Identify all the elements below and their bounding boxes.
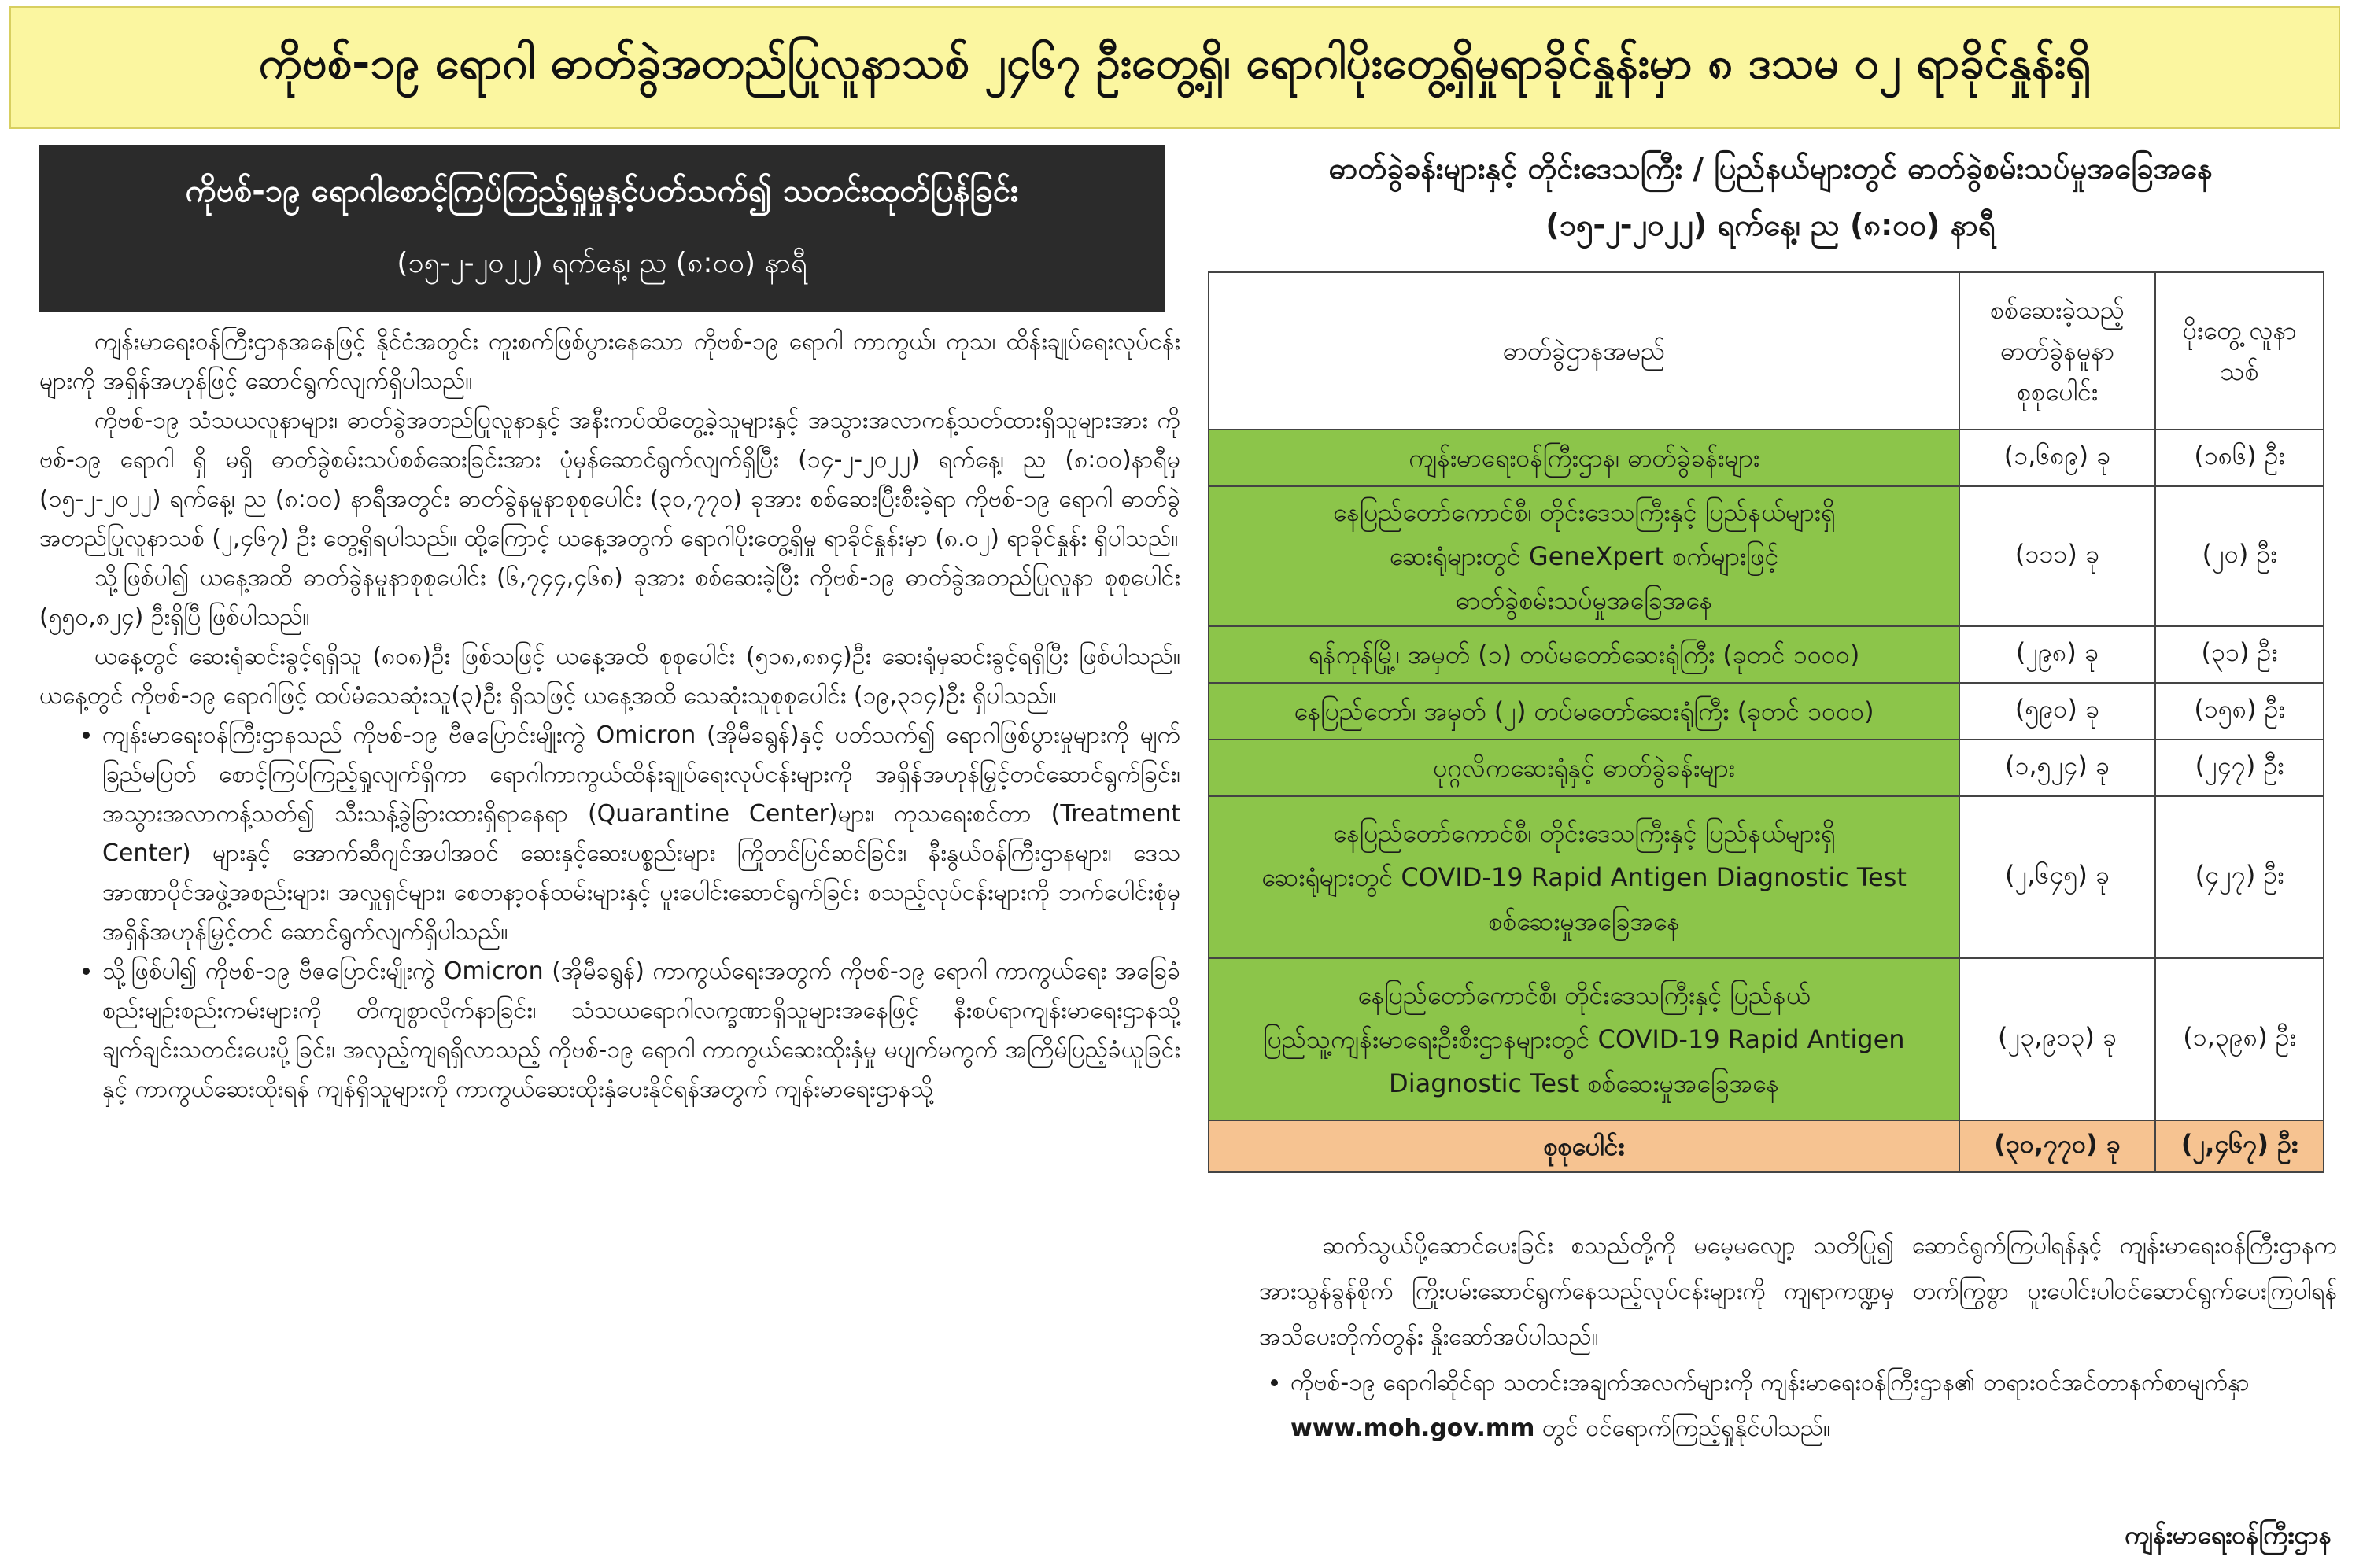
website-link[interactable]: www.moh.gov.mm <box>1290 1415 1535 1442</box>
column-header-lab-name: ဓာတ်ခွဲဌာနအမည် <box>1209 272 1959 430</box>
omicron-term: Omicron <box>443 957 544 985</box>
lab-name-line: ဆေးရုံများတွင် COVID-19 Rapid Antigen Diagnostic Test <box>1261 862 1907 892</box>
lab-name-cell <box>1209 430 1959 486</box>
bullet-item <box>102 952 1180 1109</box>
lab-name-line: စစ်ဆေးမှုအခြေအနေ <box>1488 906 1680 936</box>
lab-name-line: နေပြည်တော်ကောင်စီ၊ တိုင်းဒေသကြီးနှင့် ပြည်နယ်များရှိ <box>1332 497 1836 527</box>
lab-name-line: ဓာတ်ခွဲစမ်းသပ်မှုအခြေအနေ <box>1455 585 1713 615</box>
lab-name-cell <box>1209 683 1959 740</box>
lab-name-line: ဆေးရုံများတွင် GeneXpert စက်များဖြင့် <box>1389 541 1779 571</box>
lab-name-line: နေပြည်တော်ကောင်စီ၊ တိုင်းဒေသကြီးနှင့် ပြည်နယ် <box>1357 980 1811 1010</box>
samples-cell: (၁၁၁) ခု <box>1959 486 2155 626</box>
samples-cell: (၂၃,၉၁၃) ခု <box>1959 958 2155 1120</box>
closing-text <box>1259 1223 2337 1452</box>
total-label-cell: စုစုပေါင်း <box>1209 1120 1959 1172</box>
paragraph: ကျန်းမာရေးဝန်ကြီးဌာနအနေဖြင့် နိုင်ငံအတွင်း ကူးစက်ဖြစ်ပွားနေသော ကိုဗစ်-၁၉ ရောဂါ ကာကွယ်၊ ကုသ၊ ထိန်းချုပ်ရေးလုပ်ငန်းများကို အရှိန်အဟုန်ဖြင့် ဆောင်ရွက်လျက်ရှိပါသည်။ <box>39 328 1180 395</box>
lab-name-line: ပုဂ္ဂလိကဆေးရုံနှင့် ဓာတ်ခွဲခန်းများ <box>1433 753 1735 783</box>
bullet-item <box>1290 1360 2337 1452</box>
press-release-body <box>39 323 1180 1109</box>
samples-cell: (၂,၆၄၅) ခု <box>1959 796 2155 958</box>
bullet-text: (အိုမီခရွန်) ကာကွယ်ရေးအတွက် ကိုဗစ်-၁၉ ရောဂါ ကာကွယ်ရေး အခြေခံစည်းမျဉ်းစည်းကမ်းများကို တိကျစွာလိုက်နာခြင်း၊ သံသယရောဂါလက္ခဏာရှိသူများအနေဖြင့် နီးစပ်ရာကျန်းမာရေးဌာနသို့ ချက်ချင်းသတင်းပေးပို့ခြင်း၊ အလှည့်ကျရရှိလာသည့် ကိုဗစ်-၁၉ ရောဂါ ကာကွယ်ဆေးထိုးနှံမှု မပျက်မကွက် အကြိမ်ပြည့်ခံယူခြင်းနှင့် ကာကွယ်ဆေးထိုးရန် ကျန်ရှိသူများကို ကာကွယ်ဆေးထိုးနှံပေးနိုင်ရန်အတွက် ကျန်းမာရေးဌာနသို့ <box>102 957 1180 1103</box>
lab-testing-table <box>1208 271 2324 1173</box>
lab-name-cell <box>1209 796 1959 958</box>
paragraph: သို့ဖြစ်ပါ၍ ယနေ့အထိ ဓာတ်ခွဲနမူနာစုစုပေါင်း (၆,၇၄၄,၄၆၈) ခုအား စစ်ဆေးခဲ့ပြီး ကိုဗစ်-၁၉ ဓာတ်ခွဲအတည်ပြုလူနာ စုစုပေါင်း (၅၅၀,၈၂၄) ဦးရှိပြီ ဖြစ်ပါသည်။ <box>39 564 1180 631</box>
press-release-title: ကိုဗစ်-၁၉ ရောဂါစောင့်ကြပ်ကြည့်ရှုမှုနှင့်ပတ်သက်၍ သတင်းထုတ်ပြန်ခြင်း <box>185 172 1019 209</box>
lab-name-cell <box>1209 486 1959 626</box>
bullet-list <box>1259 1360 2337 1452</box>
samples-cell: (၂၉၈) ခု <box>1959 626 2155 683</box>
bullet-text: သို့ဖြစ်ပါ၍ ကိုဗစ်-၁၉ ဗီဇပြောင်းမျိုးကွဲ <box>102 957 444 985</box>
lab-table-title: ဓာတ်ခွဲခန်းများနှင့် တိုင်းဒေသကြီး / ပြည်နယ်များတွင် ဓာတ်ခွဲစမ်းသပ်မှုအခြေအနေ <box>1328 151 2213 186</box>
positive-cell: (၃၁) ဦး <box>2155 626 2324 683</box>
samples-cell: (၅၉၀) ခု <box>1959 683 2155 740</box>
signature: ကျန်းမာရေးဝန်ကြီးဌာန <box>2124 1520 2332 1550</box>
positive-cell: (၄၂၇) ဦး <box>2155 796 2324 958</box>
lab-name-line: Diagnostic Test စစ်ဆေးမှုအခြေအနေ <box>1389 1068 1779 1098</box>
table-row <box>1209 958 2324 1120</box>
table-header-row <box>1209 272 2324 430</box>
press-release-header <box>39 145 1165 312</box>
table-row <box>1209 430 2324 486</box>
bullet-text: (အိုမီခရွန်)နှင့် ပတ်သက်၍ ရောဂါဖြစ်ပွားမှုများကို မျက်ခြည်မပြတ် စောင့်ကြပ်ကြည့်ရှုလျက်ရှိကာ ရောဂါကာကွယ်ထိန်းချုပ်ရေးလုပ်ငန်းများကို အရှိန်အဟုန်မြှင့်တင်ဆောင်ရွက်ခြင်း၊ အသွားအလာကန့်သတ်၍ သီးသန့်ခွဲခြားထားရှိရာနေရာ (Quarantine Center)များ၊ ကုသရေးစင်တာ (Treatment Center) များနှင့် အောက်ဆီဂျင်အပါအဝင် ဆေးနှင့်ဆေးပစ္စည်းများ ကြိုတင်ပြင်ဆင်ခြင်း၊ နီးနွယ်ဝန်ကြီးဌာနများ၊ ဒေသအာဏာပိုင်အဖွဲ့အစည်းများ၊ အလှူရှင်များ၊ စေတနာ့ဝန်ထမ်းများနှင့် ပူးပေါင်းဆောင်ရွက်ခြင်း စသည့်လုပ်ငန်းများကို ဘက်ပေါင်းစုံမှ အရှိန်အဟုန်မြှင့်တင် ဆောင်ရွက်လျက်ရှိပါသည်။ <box>102 721 1180 946</box>
lab-name-cell <box>1209 626 1959 683</box>
positive-cell: (၂၀) ဦး <box>2155 486 2324 626</box>
lab-name-line: ရန်ကုန်မြို့၊ အမှတ် (၁) တပ်မတော်ဆေးရုံကြီး (ခုတင် ၁၀၀၀) <box>1308 640 1860 670</box>
lab-name-line: ပြည်သူ့ကျန်းမာရေးဦးစီးဌာနများတွင် COVID-19 Rapid Antigen <box>1263 1024 1905 1054</box>
total-samples-cell: (၃၀,၇၇၀) ခု <box>1959 1120 2155 1172</box>
positive-cell: (၁၅၈) ဦး <box>2155 683 2324 740</box>
table-total-row <box>1209 1120 2324 1172</box>
samples-cell: (၁,၅၂၄) ခု <box>1959 740 2155 796</box>
lab-name-line: နေပြည်တော်၊ အမှတ် (၂) တပ်မတော်ဆေးရုံကြီး (ခုတင် ၁၀၀၀) <box>1294 696 1874 726</box>
omicron-term: Omicron <box>596 721 696 749</box>
table-row <box>1209 683 2324 740</box>
lab-table-header <box>1204 145 2337 249</box>
samples-cell: (၁,၆၈၉) ခု <box>1959 430 2155 486</box>
lab-name-line: ကျန်းမာရေးဝန်ကြီးဌာန၊ ဓာတ်ခွဲခန်းများ <box>1408 443 1760 473</box>
positive-cell: (၁၈၆) ဦး <box>2155 430 2324 486</box>
bullet-text: တွင် ဝင်ရောက်ကြည့်ရှုနိုင်ပါသည်။ <box>1534 1415 1831 1442</box>
paragraph: ဆက်သွယ်ပို့ဆောင်ပေးခြင်း စသည်တို့ကို မမေ့မလျော့ သတိပြု၍ ဆောင်ရွက်ကြပါရန်နှင့် ကျန်းမာရေးဝန်ကြီးဌာနက အားသွန်ခွန်စိုက် ကြိုးပမ်းဆောင်ရွက်နေသည့်လုပ်ငန်းများကို ကျရာကဏ္ဍမှ တက်ကြွစွာ ပူးပေါင်းပါဝင်ဆောင်ရွက်ပေးကြပါရန် အသိပေးတိုက်တွန်း နှိုးဆော်အပ်ပါသည်။ <box>1259 1232 2337 1351</box>
paragraph: ယနေ့တွင် ဆေးရုံဆင်းခွင့်ရရှိသူ (၈၀၈)ဦး ဖြစ်သဖြင့် ယနေ့အထိ စုစုပေါင်း (၅၁၈,၈၈၄)ဦး ဆေးရုံမှဆင်းခွင့်ရရှိပြီး ဖြစ်ပါသည်။ ယနေ့တွင် ကိုဗစ်-၁၉ ရောဂါဖြင့် ထပ်မံသေဆုံးသူ(၃)ဦး ရှိသဖြင့် ယနေ့အထိ သေဆုံးသူစုစုပေါင်း (၁၉,၃၁၄)ဦး ရှိပါသည်။ <box>39 643 1180 710</box>
table-row <box>1209 626 2324 683</box>
lab-name-cell <box>1209 740 1959 796</box>
table-row <box>1209 486 2324 626</box>
positive-cell: (၂၄၇) ဦး <box>2155 740 2324 796</box>
press-release-datetime: (၁၅-၂-၂၀၂၂) ရက်နေ့၊ ည (၈:၀၀) နာရီ <box>397 246 807 279</box>
bullet-list <box>39 716 1180 1109</box>
table-row <box>1209 796 2324 958</box>
headline-banner <box>9 6 2340 129</box>
bullet-text: ကျန်းမာရေးဝန်ကြီးဌာနသည် ကိုဗစ်-၁၉ ဗီဇပြောင်းမျိုးကွဲ <box>102 721 596 749</box>
bullet-text: ကိုဗစ်-၁၉ ရောဂါဆိုင်ရာ သတင်းအချက်အလက်များကို ကျန်းမာရေးဝန်ကြီးဌာန၏ တရားဝင်အင်တာနက်စာမျက်နှာ <box>1290 1369 2250 1396</box>
bullet-item <box>102 716 1180 952</box>
lab-table-datetime: (၁၅-၂-၂၀၂၂) ရက်နေ့၊ ည (၈:၀၀) နာရီ <box>1545 208 1996 242</box>
total-positive-cell: (၂,၄၆၇) ဦး <box>2155 1120 2324 1172</box>
paragraph: ကိုဗစ်-၁၉ သံသယလူနာများ၊ ဓာတ်ခွဲအတည်ပြုလူနာနှင့် အနီးကပ်ထိတွေ့ခဲ့သူများနှင့် အသွားအလာကန့်သတ်ထားရှိသူများအား ကိုဗစ်-၁၉ ရောဂါ ရှိ မရှိ ဓာတ်ခွဲစမ်းသပ်စစ်ဆေးခြင်းအား ပုံမှန်ဆောင်ရွက်လျက်ရှိပြီး (၁၄-၂-၂၀၂၂) ရက်နေ့၊ ည (၈:၀၀)နာရီမှ (၁၅-၂-၂၀၂၂) ရက်နေ့၊ ည (၈:၀၀) နာရီအတွင်း ဓာတ်ခွဲနမူနာစုစုပေါင်း (၃၀,၇၇၀) ခုအား စစ်ဆေးပြီးစီးခဲ့ရာ ကိုဗစ်-၁၉ ရောဂါ ဓာတ်ခွဲအတည်ပြုလူနာသစ် (၂,၄၆၇) ဦး တွေ့ရှိရပါသည်။ ထို့ကြောင့် ယနေ့အတွက် ရောဂါပိုးတွေ့ရှိမှု ရာခိုင်နှုန်းမှာ (၈.၀၂) ရာခိုင်နှုန်း ရှိပါသည်။ <box>39 407 1180 552</box>
table-row <box>1209 740 2324 796</box>
lab-name-line: နေပြည်တော်ကောင်စီ၊ တိုင်းဒေသကြီးနှင့် ပြည်နယ်များရှိ <box>1332 818 1836 848</box>
headline-text: ကိုဗစ်-၁၉ ရောဂါ ဓာတ်ခွဲအတည်ပြုလူနာသစ် ၂၄၆၇ ဦးတွေ့ရှိ၊ ရောဂါပိုးတွေ့ရှိမှုရာခိုင်နှုန်းမှာ ၈ ဒသမ ၀၂ ရာခိုင်နှုန်းရှိ <box>258 38 2092 89</box>
positive-cell: (၁,၃၉၈) ဦး <box>2155 958 2324 1120</box>
column-header-samples: စစ်ဆေးခဲ့သည့် ဓာတ်ခွဲနမူနာ စုစုပေါင်း <box>1959 272 2155 430</box>
column-header-positive: ပိုးတွေ့ လူနာသစ် <box>2155 272 2324 430</box>
lab-name-cell <box>1209 958 1959 1120</box>
